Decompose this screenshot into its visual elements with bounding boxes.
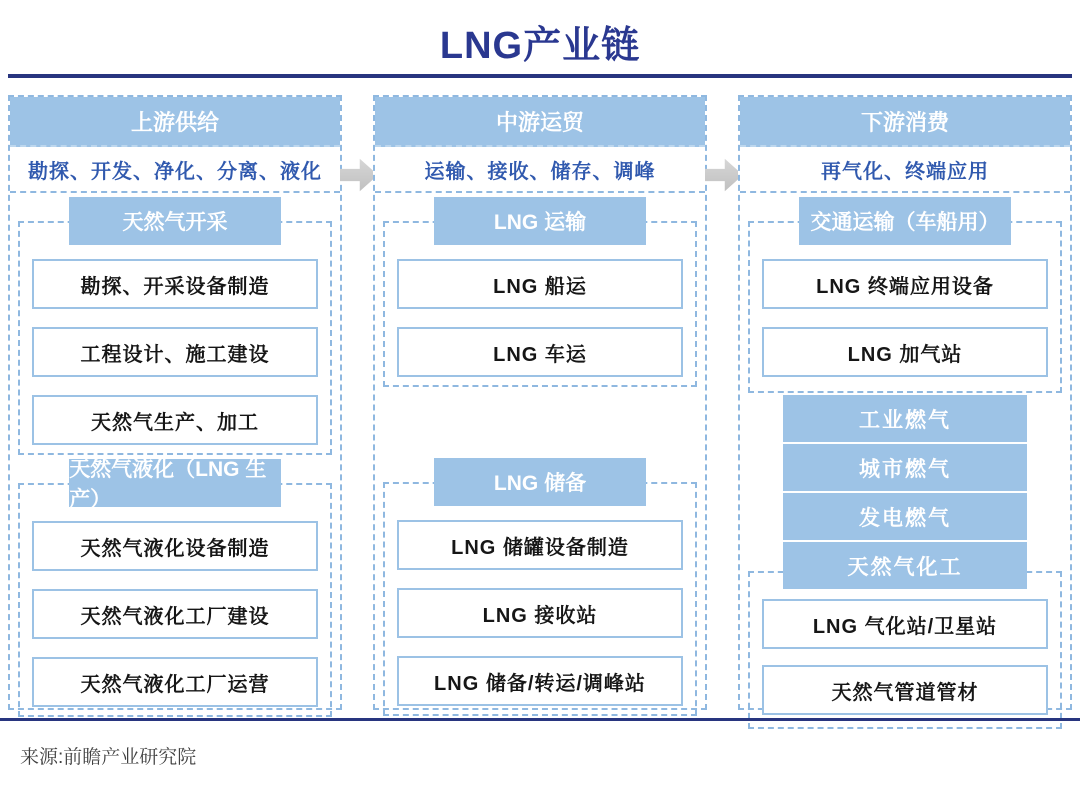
item-terminal-application-equipment: LNG 终端应用设备 [762,259,1048,309]
item-receiving-terminal: LNG 接收站 [397,588,683,638]
group-gasification-stations [748,571,1062,729]
group-lng-transport-header: LNG 运输 [434,197,646,245]
upstream-header: 上游供给 [10,97,340,147]
group-lng-transport [383,211,697,387]
column-downstream [738,95,1072,710]
item-lng-refueling-station: LNG 加气站 [762,327,1048,377]
item-lng-trucking: LNG 车运 [397,327,683,377]
midstream-keywords: 运输、接收、储存、调峰 [375,147,705,193]
item-liquefaction-plant-construction: 天然气液化工厂建设 [32,589,318,639]
item-liquefaction-equipment: 天然气液化设备制造 [32,521,318,571]
top-divider [8,74,1072,78]
category-gas-chemical: 天然气化工 [783,542,1027,589]
group-transportation-use-header: 交通运输（车船用） [799,197,1011,245]
item-gasification-satellite-station: LNG 气化站/卫星站 [762,599,1048,649]
group-gas-extraction-header: 天然气开采 [69,197,281,245]
item-gas-production: 天然气生产、加工 [32,395,318,445]
group-transportation-use [748,211,1062,393]
item-lng-shipping: LNG 船运 [397,259,683,309]
group-gas-liquefaction [18,458,332,717]
group-lng-storage-header: LNG 储备 [434,458,646,506]
category-power-generation-gas: 发电燃气 [783,493,1027,540]
category-industrial-gas: 工业燃气 [783,395,1027,442]
midstream-header: 中游运贸 [375,97,705,147]
page-title: LNG产业链 [439,25,641,67]
source-caption: 来源:前瞻产业研究院 [20,747,197,768]
column-upstream [8,95,342,710]
column-midstream [373,95,707,710]
item-exploration-equipment: 勘探、开采设备制造 [32,259,318,309]
item-storage-transfer-peak-station: LNG 储备/转运/调峰站 [397,656,683,706]
upstream-keywords: 勘探、开发、净化、分离、液化 [10,147,340,193]
group-gas-extraction [18,211,332,455]
item-gas-pipeline-materials: 天然气管道管材 [762,665,1048,715]
group-gas-liquefaction-header: 天然气液化（LNG 生产） [69,459,281,507]
item-engineering-construction: 工程设计、施工建设 [32,327,318,377]
group-lng-storage [383,472,697,716]
bottom-divider [0,718,1080,721]
downstream-keywords: 再气化、终端应用 [740,147,1070,193]
category-city-gas: 城市燃气 [783,444,1027,491]
item-liquefaction-plant-operation: 天然气液化工厂运营 [32,657,318,707]
item-storage-tank-manufacturing: LNG 储罐设备制造 [397,520,683,570]
consumption-category-stack [783,395,1027,589]
downstream-header: 下游消费 [740,97,1070,147]
